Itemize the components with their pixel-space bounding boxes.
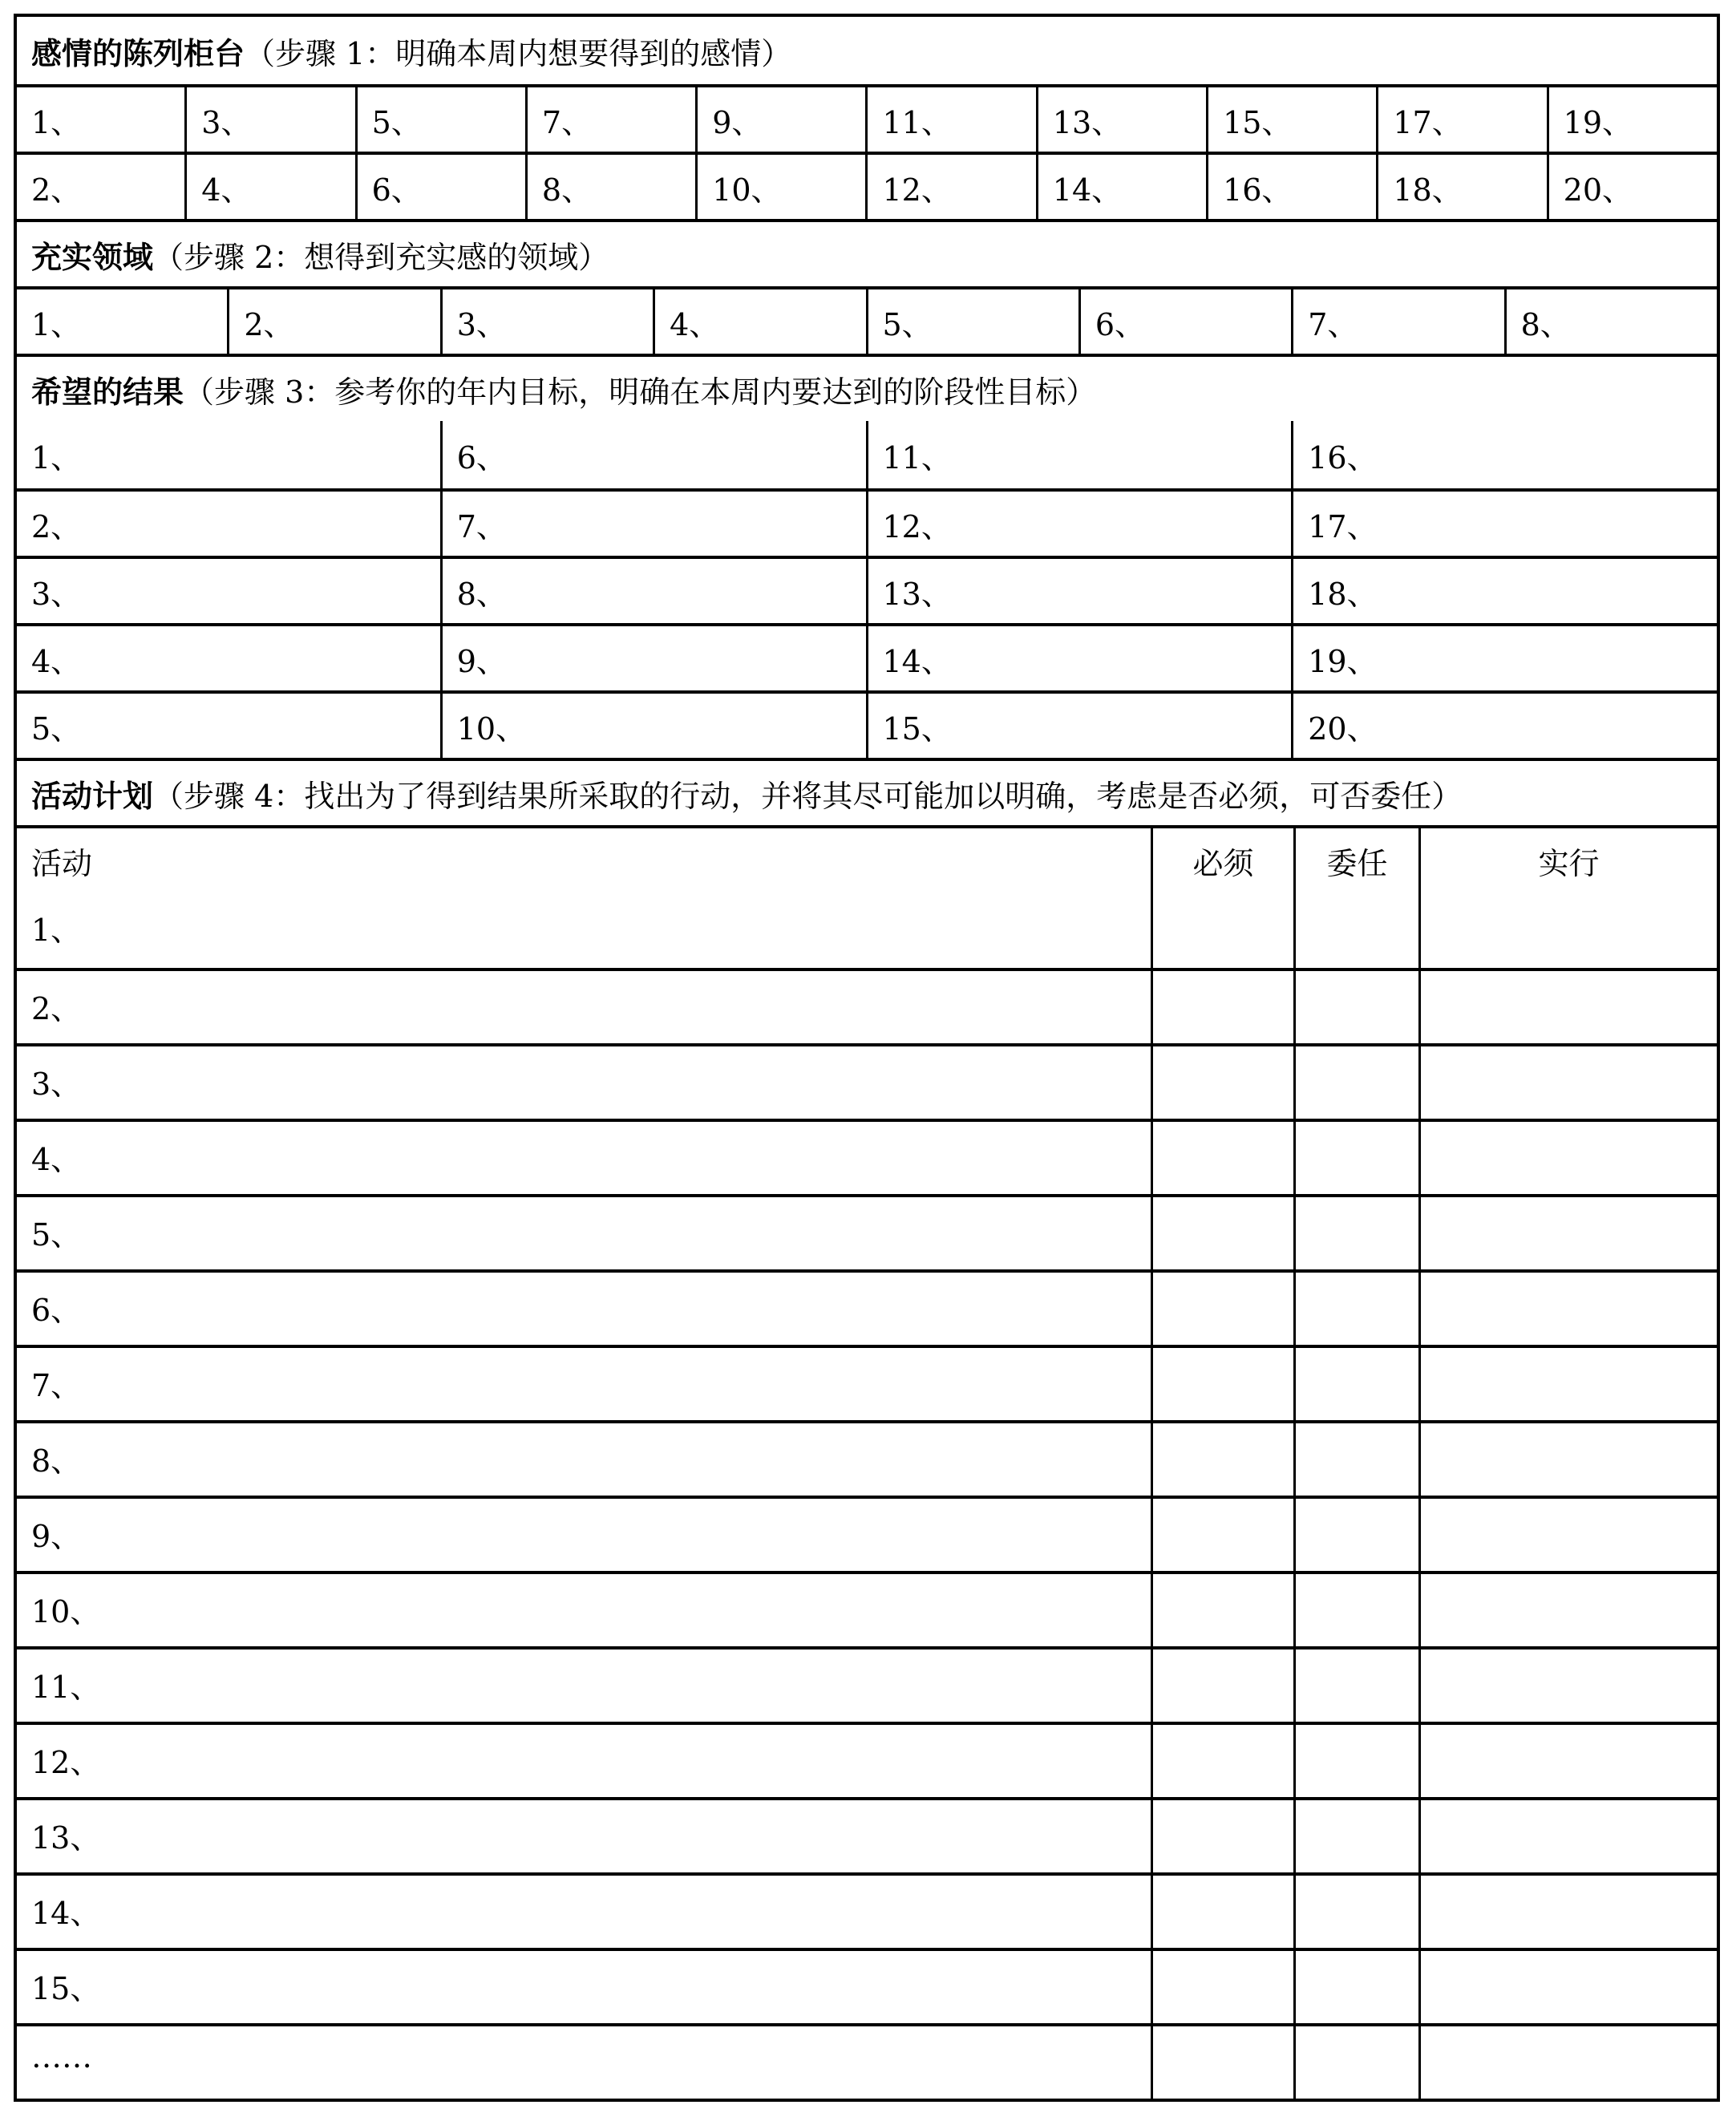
activity-row [17, 1571, 1717, 1646]
delegate-checkbox-cell[interactable] [1293, 971, 1418, 1043]
results-row [17, 556, 1717, 623]
must-checkbox-cell[interactable] [1151, 893, 1293, 968]
delegate-checkbox-cell[interactable] [1293, 1951, 1418, 2023]
must-checkbox-cell[interactable] [1151, 1348, 1293, 1420]
result-cell[interactable]: 10、 [440, 694, 866, 758]
emotion-cell[interactable]: 4、 [184, 155, 354, 219]
activity-cell[interactable]: 8、 [31, 1443, 82, 1479]
result-cell[interactable]: 14、 [866, 626, 1292, 690]
result-cell[interactable]: 17、 [1291, 492, 1717, 556]
emotions-row-1 [17, 84, 1717, 152]
activity-row [17, 1269, 1717, 1345]
section-emotions-title: 感情的陈列柜台 [31, 35, 245, 71]
results-row [17, 421, 1717, 488]
activity-cell[interactable]: 12、 [31, 1745, 101, 1780]
emotion-cell[interactable]: 17、 [1376, 87, 1546, 152]
activity-cell[interactable]: 11、 [31, 1670, 101, 1705]
emotion-cell[interactable]: 11、 [865, 87, 1035, 152]
results-row [17, 488, 1717, 556]
activity-cell[interactable]: 9、 [31, 1519, 82, 1554]
activity-cell[interactable]: 15、 [31, 1971, 101, 2006]
fulfillment-cell[interactable]: 2、 [227, 289, 439, 354]
section-results-header [17, 354, 1717, 421]
delegate-checkbox-cell[interactable] [1293, 1046, 1418, 1119]
activity-row [17, 1646, 1717, 1722]
result-cell[interactable]: 8、 [440, 559, 866, 623]
delegate-checkbox-cell[interactable] [1293, 1725, 1418, 1797]
emotion-cell[interactable]: 16、 [1206, 155, 1376, 219]
emotion-cell[interactable]: 9、 [695, 87, 865, 152]
activity-row [17, 1872, 1717, 1948]
activity-row [17, 893, 1717, 968]
emotion-cell[interactable]: 18、 [1376, 155, 1546, 219]
activity-row [17, 1194, 1717, 1269]
must-checkbox-cell[interactable] [1151, 1499, 1293, 1571]
activity-row [17, 1722, 1717, 1797]
must-checkbox-cell[interactable] [1151, 1273, 1293, 1345]
emotion-cell[interactable]: 15、 [1206, 87, 1376, 152]
result-cell[interactable]: 15、 [866, 694, 1292, 758]
fulfillment-cell[interactable]: 7、 [1291, 289, 1503, 354]
emotion-cell[interactable]: 19、 [1547, 87, 1717, 152]
activity-cell[interactable]: 2、 [31, 991, 82, 1026]
emotion-cell[interactable]: 5、 [355, 87, 525, 152]
result-cell[interactable]: 3、 [31, 576, 82, 612]
activity-row [17, 1797, 1717, 1872]
execute-cell[interactable] [1418, 1046, 1717, 1119]
execute-cell[interactable] [1418, 1951, 1717, 2023]
section-activity-title: 活动计划 [31, 778, 154, 814]
emotion-cell[interactable]: 14、 [1036, 155, 1206, 219]
activity-cell[interactable]: 13、 [31, 1820, 101, 1856]
activity-row [17, 2023, 1717, 2099]
activity-row [17, 1043, 1717, 1119]
execute-cell[interactable] [1418, 1499, 1717, 1571]
activity-cell[interactable]: 3、 [31, 1067, 82, 1102]
execute-cell[interactable] [1418, 1876, 1717, 1948]
result-cell[interactable]: 18、 [1291, 559, 1717, 623]
delegate-checkbox-cell[interactable] [1293, 2026, 1418, 2099]
result-cell[interactable]: 19、 [1291, 626, 1717, 690]
delegate-checkbox-cell[interactable] [1293, 1423, 1418, 1496]
activity-cell[interactable]: 7、 [31, 1368, 82, 1403]
delegate-checkbox-cell[interactable] [1293, 1348, 1418, 1420]
column-header-delegate: 委任 [1293, 828, 1418, 893]
emotion-cell[interactable]: 3、 [184, 87, 354, 152]
result-cell[interactable]: 11、 [866, 421, 1292, 488]
section-results-note: （步骤 3：参考你的年内目标，明确在本周内要达到的阶段性目标） [184, 374, 1097, 410]
execute-cell[interactable] [1418, 1649, 1717, 1722]
section-emotions-note: （步骤 1：明确本周内想要得到的感情） [245, 35, 792, 71]
delegate-checkbox-cell[interactable] [1293, 1122, 1418, 1194]
must-checkbox-cell[interactable] [1151, 1951, 1293, 2023]
must-checkbox-cell[interactable] [1151, 2026, 1293, 2099]
activity-row [17, 968, 1717, 1043]
column-header-activity: 活动 [31, 845, 93, 881]
execute-cell[interactable] [1418, 893, 1717, 968]
fulfillment-row [17, 286, 1717, 354]
results-row [17, 623, 1717, 690]
results-grid [17, 421, 1717, 758]
emotions-row-2 [17, 152, 1717, 219]
must-checkbox-cell[interactable] [1151, 1649, 1293, 1722]
fulfillment-cell[interactable]: 8、 [1504, 289, 1717, 354]
execute-cell[interactable] [1418, 1800, 1717, 1872]
activity-column-header [17, 825, 1717, 893]
result-cell[interactable]: 5、 [31, 710, 82, 747]
emotion-cell[interactable]: 7、 [525, 87, 695, 152]
emotion-cell[interactable]: 2、 [31, 172, 82, 208]
section-fulfillment-note: （步骤 2：想得到充实感的领域） [153, 239, 609, 275]
activity-row [17, 1420, 1717, 1496]
emotion-cell[interactable]: 12、 [865, 155, 1035, 219]
result-cell[interactable]: 12、 [866, 492, 1292, 556]
activity-cell[interactable]: 1、 [31, 913, 82, 948]
must-checkbox-cell[interactable] [1151, 1800, 1293, 1872]
fulfillment-cell[interactable]: 3、 [440, 289, 653, 354]
section-results-title: 希望的结果 [31, 374, 184, 410]
execute-cell[interactable] [1418, 1197, 1717, 1269]
execute-cell[interactable] [1418, 971, 1717, 1043]
delegate-checkbox-cell[interactable] [1293, 1197, 1418, 1269]
result-cell[interactable]: 16、 [1291, 421, 1717, 488]
activity-rows [17, 893, 1717, 2099]
result-cell[interactable]: 13、 [866, 559, 1292, 623]
delegate-checkbox-cell[interactable] [1293, 1876, 1418, 1948]
delegate-checkbox-cell[interactable] [1293, 1649, 1418, 1722]
fulfillment-cell[interactable]: 1、 [31, 306, 82, 342]
activity-cell[interactable]: 5、 [31, 1217, 82, 1253]
must-checkbox-cell[interactable] [1151, 1876, 1293, 1948]
must-checkbox-cell[interactable] [1151, 971, 1293, 1043]
emotion-cell[interactable]: 10、 [695, 155, 865, 219]
column-header-must: 必须 [1151, 828, 1293, 893]
emotion-cell[interactable]: 8、 [525, 155, 695, 219]
activity-row [17, 1119, 1717, 1194]
weekly-plan-form [14, 14, 1720, 2102]
activity-cell[interactable]: 4、 [31, 1142, 82, 1177]
section-fulfillment-header [17, 219, 1717, 286]
emotion-cell[interactable]: 6、 [355, 155, 525, 219]
activity-row [17, 1496, 1717, 1571]
execute-cell[interactable] [1418, 1348, 1717, 1420]
delegate-checkbox-cell[interactable] [1293, 893, 1418, 968]
activity-cell[interactable]: 10、 [31, 1594, 101, 1629]
execute-cell[interactable] [1418, 1423, 1717, 1496]
section-activity-header [17, 758, 1717, 825]
execute-cell[interactable] [1418, 2026, 1717, 2099]
result-cell[interactable]: 20、 [1291, 694, 1717, 758]
execute-cell[interactable] [1418, 1122, 1717, 1194]
result-cell[interactable]: 1、 [31, 439, 82, 476]
emotion-cell[interactable]: 1、 [31, 104, 82, 140]
activity-cell[interactable]: 6、 [31, 1293, 82, 1328]
must-checkbox-cell[interactable] [1151, 1423, 1293, 1496]
must-checkbox-cell[interactable] [1151, 1046, 1293, 1119]
fulfillment-cell[interactable]: 5、 [866, 289, 1078, 354]
execute-cell[interactable] [1418, 1574, 1717, 1646]
delegate-checkbox-cell[interactable] [1293, 1499, 1418, 1571]
fulfillment-cell[interactable]: 6、 [1078, 289, 1291, 354]
activity-cell[interactable]: 14、 [31, 1896, 101, 1931]
activity-cell[interactable]: …… [31, 2039, 92, 2074]
results-row [17, 690, 1717, 758]
section-fulfillment-title: 充实领域 [31, 239, 154, 275]
column-header-execute: 实行 [1418, 828, 1717, 893]
delegate-checkbox-cell[interactable] [1293, 1273, 1418, 1345]
result-cell[interactable]: 7、 [440, 492, 866, 556]
delegate-checkbox-cell[interactable] [1293, 1574, 1418, 1646]
result-cell[interactable]: 6、 [440, 421, 866, 488]
execute-cell[interactable] [1418, 1725, 1717, 1797]
activity-row [17, 1345, 1717, 1420]
emotion-cell[interactable]: 13、 [1036, 87, 1206, 152]
delegate-checkbox-cell[interactable] [1293, 1800, 1418, 1872]
emotion-cell[interactable]: 20、 [1547, 155, 1717, 219]
must-checkbox-cell[interactable] [1151, 1197, 1293, 1269]
result-cell[interactable]: 2、 [31, 508, 82, 544]
section-emotions-header [17, 17, 1717, 84]
execute-cell[interactable] [1418, 1273, 1717, 1345]
section-activity-note: （步骤 4：找出为了得到结果所采取的行动，并将其尽可能加以明确，考虑是否必须，可否委任） [153, 778, 1463, 814]
must-checkbox-cell[interactable] [1151, 1574, 1293, 1646]
must-checkbox-cell[interactable] [1151, 1122, 1293, 1194]
result-cell[interactable]: 4、 [31, 643, 82, 679]
result-cell[interactable]: 9、 [440, 626, 866, 690]
fulfillment-cell[interactable]: 4、 [653, 289, 865, 354]
activity-row [17, 1948, 1717, 2023]
must-checkbox-cell[interactable] [1151, 1725, 1293, 1797]
